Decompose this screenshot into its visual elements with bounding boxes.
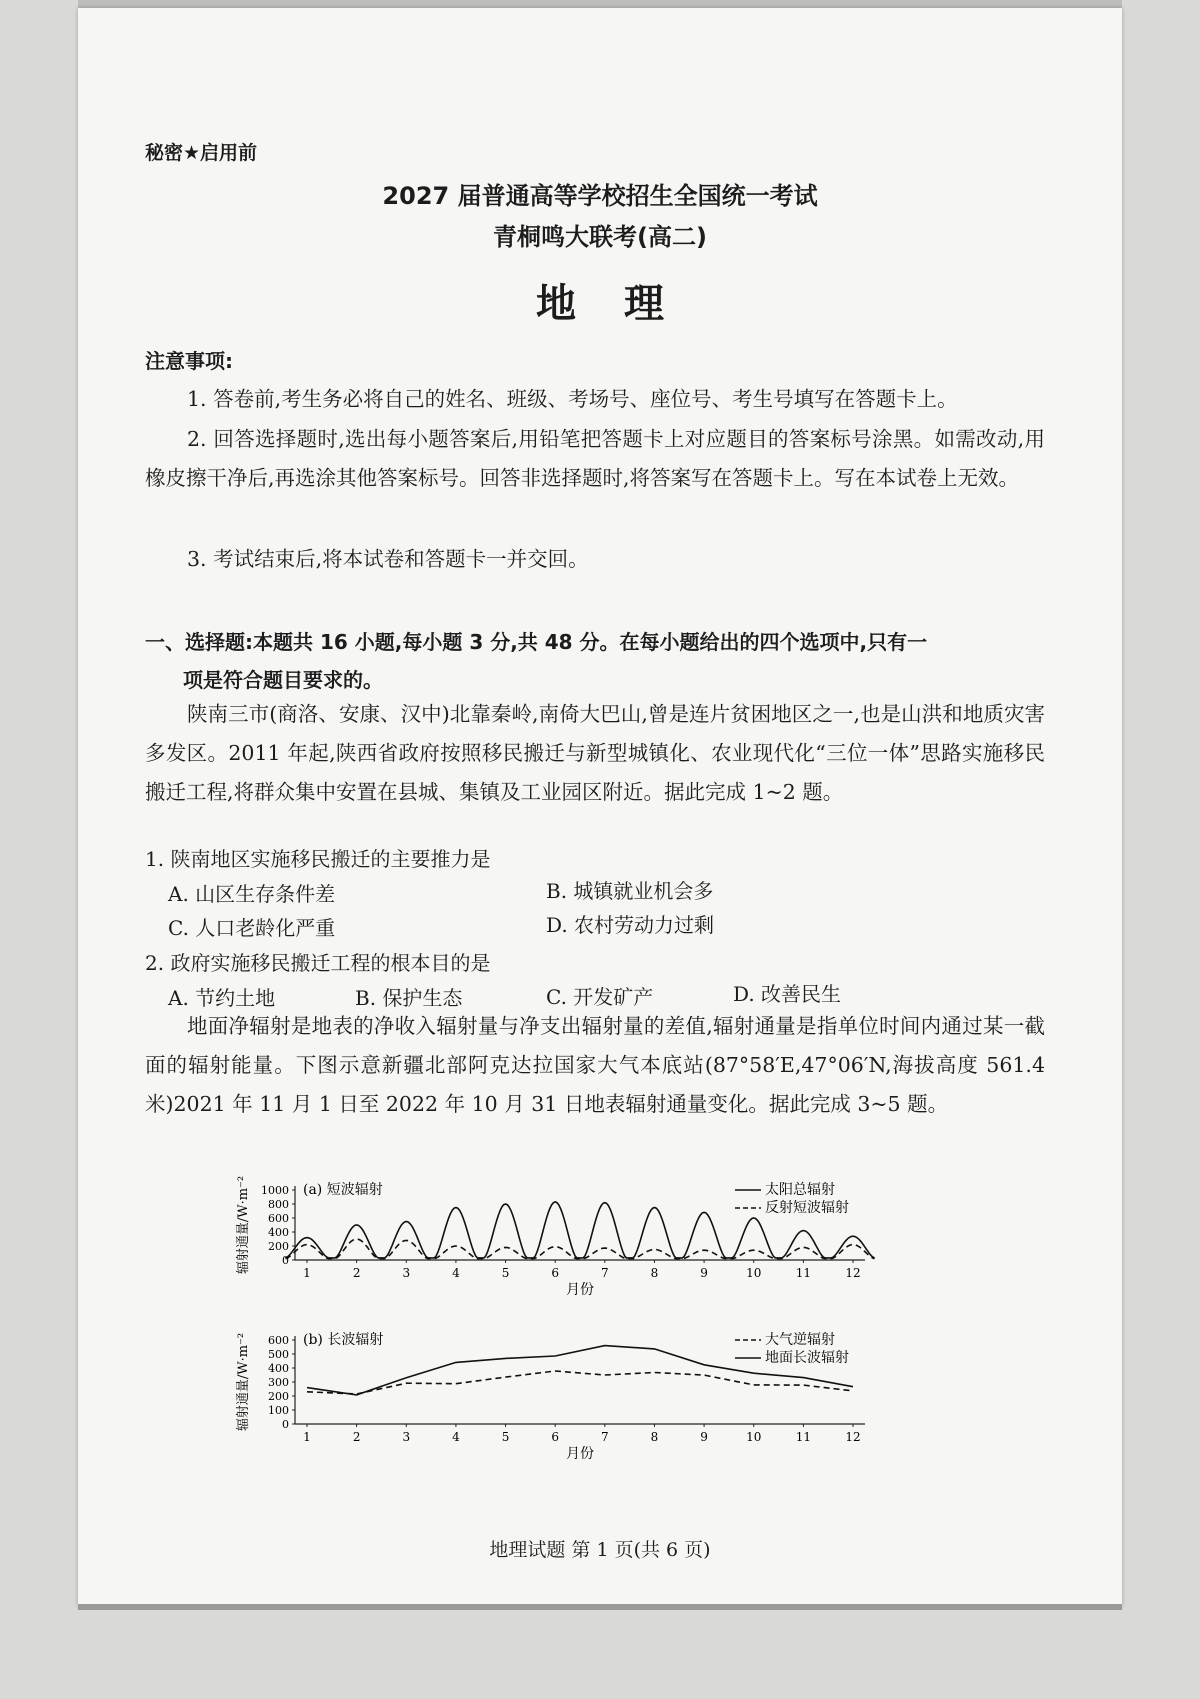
y-tick-label: 300 xyxy=(268,1376,289,1389)
secret-label: 秘密★启用前 xyxy=(145,142,258,164)
q1-option-b: B. 城镇就业机会多 xyxy=(546,879,714,903)
q1-option-c: C. 人口老龄化严重 xyxy=(168,916,336,940)
x-tick-label: 12 xyxy=(845,1266,861,1280)
note-item-3: 3. 考试结束后,将本试卷和答题卡一并交回。 xyxy=(187,547,589,571)
x-tick-label: 11 xyxy=(795,1266,812,1280)
y-tick-label: 600 xyxy=(268,1334,289,1347)
subject-title: 地理 xyxy=(536,281,712,327)
y-tick-label: 1000 xyxy=(261,1184,289,1197)
q1-stem: 1. 陕南地区实施移民搬迁的主要推力是 xyxy=(145,847,491,871)
x-tick-label: 8 xyxy=(650,1430,659,1444)
x-tick-label: 1 xyxy=(303,1430,311,1444)
radiation-charts xyxy=(230,1170,950,1500)
y-axis-label: 辐射通量/W·m⁻² xyxy=(236,1332,251,1432)
passage-1: 陕南三市(商洛、安康、汉中)北靠秦岭,南倚大巴山,曾是连片贫困地区之一,也是山洪和地质灾害多发区。2011 年起,陕西省政府按照移民搬迁与新型城镇化、农业现代化“三位一体”思路实施移民搬迁工程,将群众集中安置在县城、集镇及工业园区附近。据此完成 1~2 题。 xyxy=(145,702,1045,804)
y-tick-label: 0 xyxy=(282,1418,289,1431)
x-tick-label: 12 xyxy=(845,1430,861,1444)
q1-option-a: A. 山区生存条件差 xyxy=(168,882,336,906)
legend-label: 地面长波辐射 xyxy=(765,1350,849,1366)
note-item-1: 1. 答卷前,考生务必将自己的姓名、班级、考场号、座位号、考生号填写在答题卡上。 xyxy=(187,387,958,411)
q1-option-d: D. 农村劳动力过剩 xyxy=(546,913,715,937)
series-line-2 xyxy=(285,1239,874,1259)
x-tick-label: 2 xyxy=(352,1266,361,1280)
q2-option-a: A. 节约土地 xyxy=(168,986,276,1010)
legend-label: 大气逆辐射 xyxy=(765,1332,835,1348)
panel-title: (b) 长波辐射 xyxy=(303,1332,384,1348)
y-axis-label: 辐射通量/W·m⁻² xyxy=(236,1175,251,1275)
x-tick-label: 11 xyxy=(795,1430,812,1444)
exam-title: 2027 届普通高等学校招生全国统一考试 xyxy=(382,182,818,210)
page-bottom-edge xyxy=(78,1604,1122,1610)
section-heading-line2: 项是符合题目要求的。 xyxy=(183,668,383,692)
x-axis-label: 月份 xyxy=(566,1282,594,1298)
q2-option-d: D. 改善民生 xyxy=(733,982,842,1006)
x-tick-label: 9 xyxy=(700,1430,708,1444)
x-tick-label: 6 xyxy=(551,1266,560,1280)
y-tick-label: 100 xyxy=(268,1404,289,1417)
legend-label: 太阳总辐射 xyxy=(765,1182,835,1198)
x-tick-label: 5 xyxy=(501,1266,510,1280)
page-footer: 地理试题 第 1 页(共 6 页) xyxy=(489,1539,711,1561)
x-tick-label: 4 xyxy=(452,1266,460,1280)
y-tick-label: 400 xyxy=(268,1362,289,1375)
y-tick-label: 200 xyxy=(268,1390,289,1403)
exam-subtitle: 青桐鸣大联考(高二) xyxy=(493,223,707,251)
q2-option-b: B. 保护生态 xyxy=(355,986,463,1010)
y-tick-label: 200 xyxy=(268,1240,289,1253)
x-tick-label: 7 xyxy=(600,1266,609,1280)
section-heading-line1: 一、选择题:本题共 16 小题,每小题 3 分,共 48 分。在每小题给出的四个选项中,只有一 xyxy=(145,630,928,654)
q2-option-c: C. 开发矿产 xyxy=(546,985,654,1009)
x-tick-label: 10 xyxy=(746,1266,762,1280)
x-tick-label: 3 xyxy=(402,1430,411,1444)
x-tick-label: 3 xyxy=(402,1266,411,1280)
note-item-2: 2. 回答选择题时,选出每小题答案后,用铅笔把答题卡上对应题目的答案标号涂黑。如需改动,用橡皮擦干净后,再选涂其他答案标号。回答非选择题时,将答案写在答题卡上。写在本试卷上无效。 xyxy=(145,427,1045,490)
y-tick-label: 0 xyxy=(282,1254,289,1267)
y-tick-label: 600 xyxy=(268,1212,289,1225)
x-tick-label: 9 xyxy=(700,1266,708,1280)
panel-title: (a) 短波辐射 xyxy=(303,1182,383,1198)
passage-2: 地面净辐射是地表的净收入辐射量与净支出辐射量的差值,辐射通量是指单位时间内通过某一截面的辐射能量。下图示意新疆北部阿克达拉国家大气本底站(87°58′E,47°06′N,海拔高度 561.4 米)2021 年 11 月 1 日至 2022 年 10 月 31 日地表辐射通量变化。据此完成 3~5 题。 xyxy=(145,1014,1045,1116)
x-tick-label: 1 xyxy=(303,1266,311,1280)
x-tick-label: 2 xyxy=(352,1430,361,1444)
legend-label: 反射短波辐射 xyxy=(765,1200,849,1216)
x-tick-label: 7 xyxy=(600,1430,609,1444)
notes-heading: 注意事项: xyxy=(145,349,233,373)
x-axis-label: 月份 xyxy=(566,1446,594,1462)
y-tick-label: 800 xyxy=(268,1198,289,1211)
x-tick-label: 5 xyxy=(501,1430,510,1444)
y-tick-label: 400 xyxy=(268,1226,289,1239)
x-tick-label: 10 xyxy=(746,1430,762,1444)
q2-stem: 2. 政府实施移民搬迁工程的根本目的是 xyxy=(145,951,491,975)
y-tick-label: 500 xyxy=(268,1348,289,1361)
x-tick-label: 4 xyxy=(452,1430,460,1444)
x-tick-label: 6 xyxy=(551,1430,560,1444)
x-tick-label: 8 xyxy=(650,1266,659,1280)
